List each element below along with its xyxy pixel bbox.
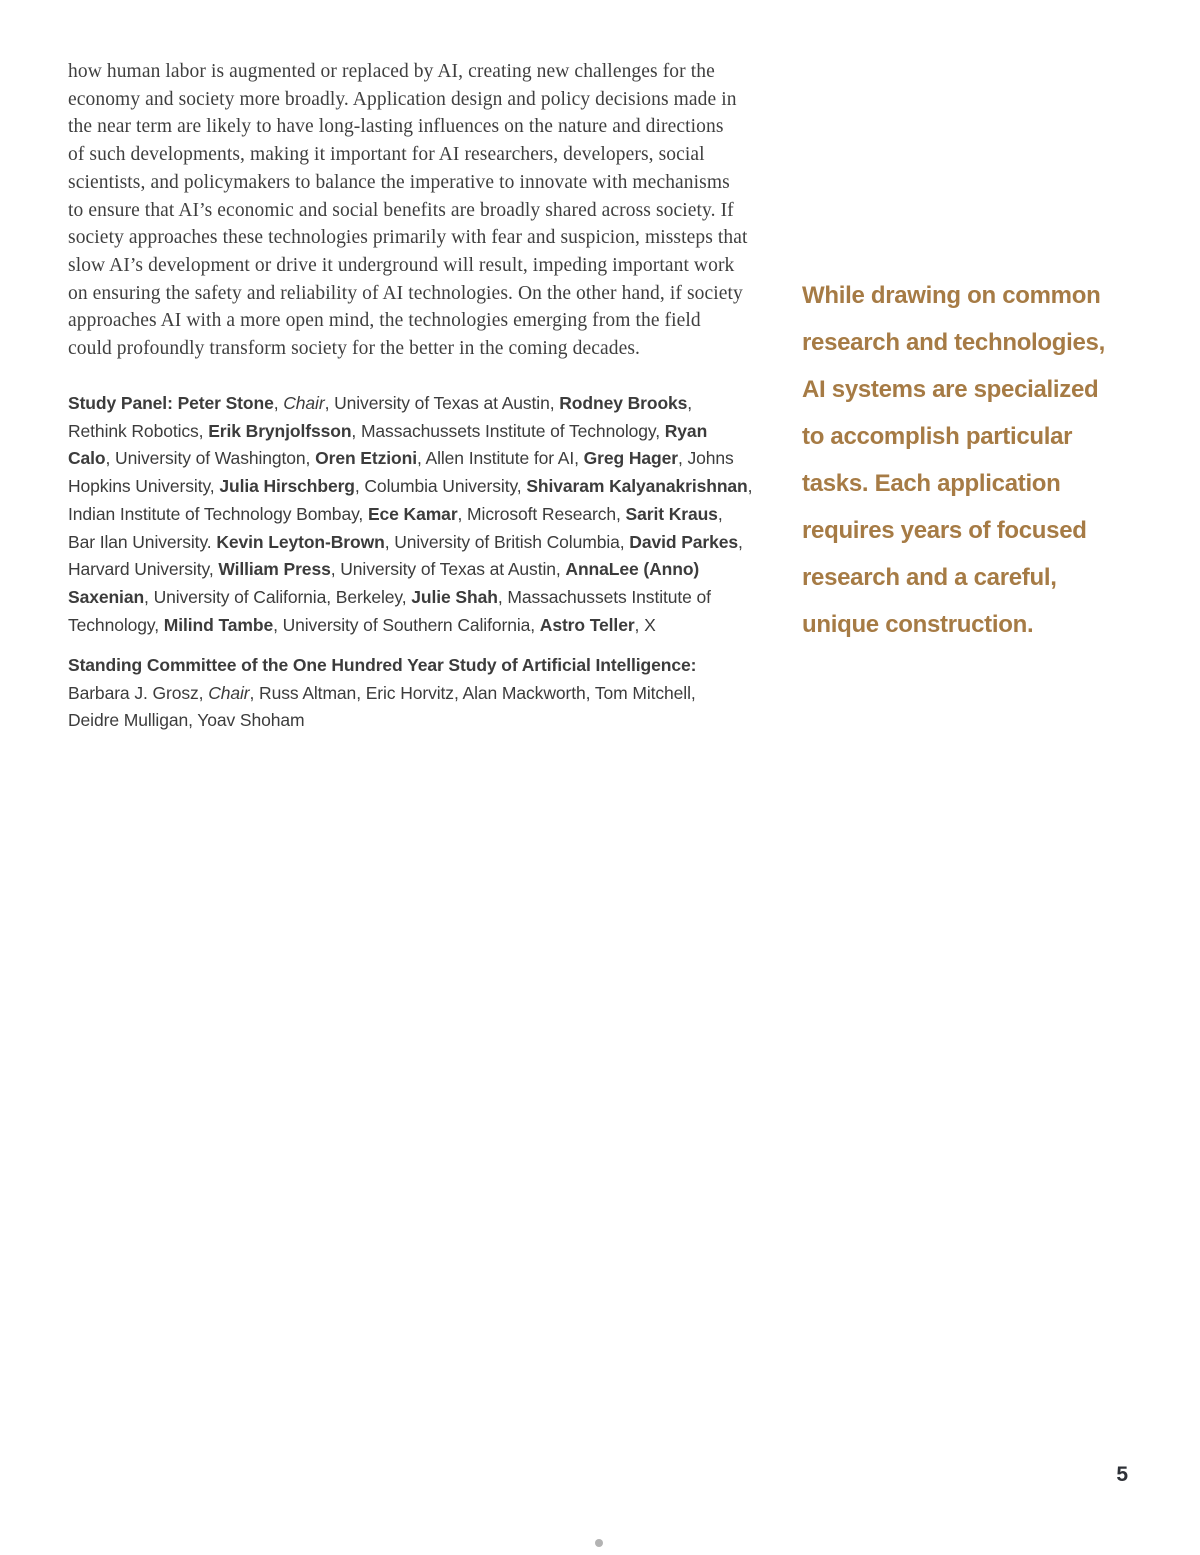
text-segment: Ece Kamar — [367, 503, 458, 524]
pull-quote — [802, 272, 1162, 648]
text-segment: Saxenian — [68, 586, 145, 607]
page-number: 5 — [1116, 1463, 1128, 1486]
text-segment: , Columbia University, — [354, 476, 527, 497]
text-line — [68, 390, 793, 418]
text-line: approaches AI with a more open mind, the technologies emerging from the field — [68, 310, 701, 332]
text-segment: , University of Washington, — [105, 448, 316, 469]
text-line: could profoundly transform society for the better in the coming decades. — [68, 338, 640, 360]
text-segment: William Press — [218, 559, 331, 580]
text-segment: Julia Hirschberg — [219, 476, 355, 497]
text-segment: Sarit Kraus — [625, 503, 718, 524]
text-segment: , University of British Columbia, — [384, 531, 630, 552]
text-line — [68, 612, 793, 640]
text-segment: , Allen Institute for AI, — [416, 448, 584, 469]
text-segment: David Parkes — [629, 531, 739, 552]
text-segment: Hopkins University, — [68, 476, 220, 497]
text-segment: , — [273, 393, 284, 413]
text-segment: , — [687, 393, 693, 413]
text-line: to accomplish particular — [802, 423, 1073, 450]
text-segment: Deidre Mulligan, Yoav Shoham — [68, 710, 305, 731]
text-line — [68, 501, 793, 529]
text-segment: Harvard University, — [68, 559, 219, 580]
text-line: the near term are likely to have long-lasting influences on the nature and directions — [68, 116, 724, 138]
text-segment: Barbara J. Grosz, — [68, 682, 209, 703]
footer-dot — [595, 1539, 603, 1547]
text-line: requires years of focused — [802, 517, 1087, 544]
text-segment: Greg Hager — [583, 448, 678, 469]
text-line — [68, 445, 793, 473]
text-segment: Ryan — [664, 420, 708, 441]
text-line: tasks. Each application — [802, 470, 1061, 497]
text-segment: , — [738, 531, 743, 552]
text-line — [68, 652, 793, 680]
text-line: how human labor is augmented or replaced by AI, creating new challenges for the — [68, 61, 715, 82]
text-line: unique construction. — [802, 611, 1034, 638]
text-line: on ensuring the safety and reliability of AI technologies. On the other hand, if society — [68, 282, 743, 304]
text-line — [68, 473, 793, 501]
text-segment: Indian Institute of Technology Bombay, — [68, 503, 368, 524]
text-segment: Kevin Leyton-Brown — [216, 531, 385, 552]
standing-committee-paragraph — [68, 652, 793, 735]
text-line: slow AI’s development or drive it underground will result, impeding important work — [68, 254, 735, 276]
text-segment: Rodney Brooks — [559, 393, 688, 413]
text-line: research and a careful, — [802, 564, 1057, 591]
text-segment: Julie Shah — [411, 586, 498, 607]
text-segment: Study Panel: — [68, 393, 178, 413]
text-line — [68, 707, 793, 735]
text-line: research and technologies, — [802, 329, 1105, 356]
text-segment: Rethink Robotics, — [68, 420, 209, 441]
text-segment: Erik Brynjolfsson — [208, 420, 352, 441]
text-segment: Chair — [208, 682, 250, 703]
text-segment: , University of Texas at Austin, — [324, 393, 560, 413]
text-segment: Standing Committee of the One Hundred Year Study of Artificial Intelligence: — [68, 655, 697, 675]
text-segment: Milind Tambe — [163, 614, 274, 635]
text-line: to ensure that AI’s economic and social benefits are broadly shared across society. If — [68, 199, 734, 221]
study-panel-paragraph — [68, 390, 793, 639]
text-segment: , Microsoft Research, — [457, 503, 626, 524]
body-paragraph — [68, 58, 793, 363]
text-segment: Astro Teller — [539, 614, 635, 635]
text-line: economy and society more broadly. Application design and policy decisions made in — [68, 88, 737, 110]
text-segment: Chair — [283, 393, 325, 413]
text-segment: , University of Southern California, — [273, 614, 540, 635]
text-line: AI systems are specialized — [802, 376, 1099, 403]
text-segment: , — [717, 503, 723, 524]
text-segment: AnnaLee (Anno) — [565, 559, 700, 580]
text-segment: Bar Ilan University. — [68, 531, 217, 552]
text-segment: , Johns — [677, 448, 734, 469]
text-line — [68, 556, 793, 584]
text-segment: Shivaram Kalyanakrishnan — [526, 476, 748, 497]
text-segment: , X — [634, 614, 656, 635]
text-segment: , Massachussets Institute of — [497, 586, 711, 607]
text-line — [68, 529, 793, 557]
text-segment: Technology, — [68, 614, 164, 635]
text-segment: Calo — [68, 448, 106, 469]
text-segment: , University of California, Berkeley, — [144, 586, 412, 607]
text-segment: , Russ Altman, Eric Horvitz, Alan Mackworth, Tom Mitchell, — [249, 682, 696, 703]
text-line: of such developments, making it important for AI researchers, developers, social — [68, 144, 705, 166]
text-segment: Peter Stone — [177, 393, 274, 413]
text-segment: Oren Etzioni — [315, 448, 417, 469]
text-line: While drawing on common — [802, 282, 1101, 309]
text-line — [68, 584, 793, 612]
text-line: society approaches these technologies primarily with fear and suspicion, missteps that — [68, 227, 748, 249]
text-line: scientists, and policymakers to balance the imperative to innovate with mechanisms — [68, 171, 730, 193]
text-line — [68, 680, 793, 708]
text-segment: , University of Texas at Austin, — [330, 559, 566, 580]
text-line — [68, 418, 793, 446]
text-segment: , Massachussets Institute of Technology, — [351, 420, 665, 441]
text-segment: , — [747, 476, 753, 497]
